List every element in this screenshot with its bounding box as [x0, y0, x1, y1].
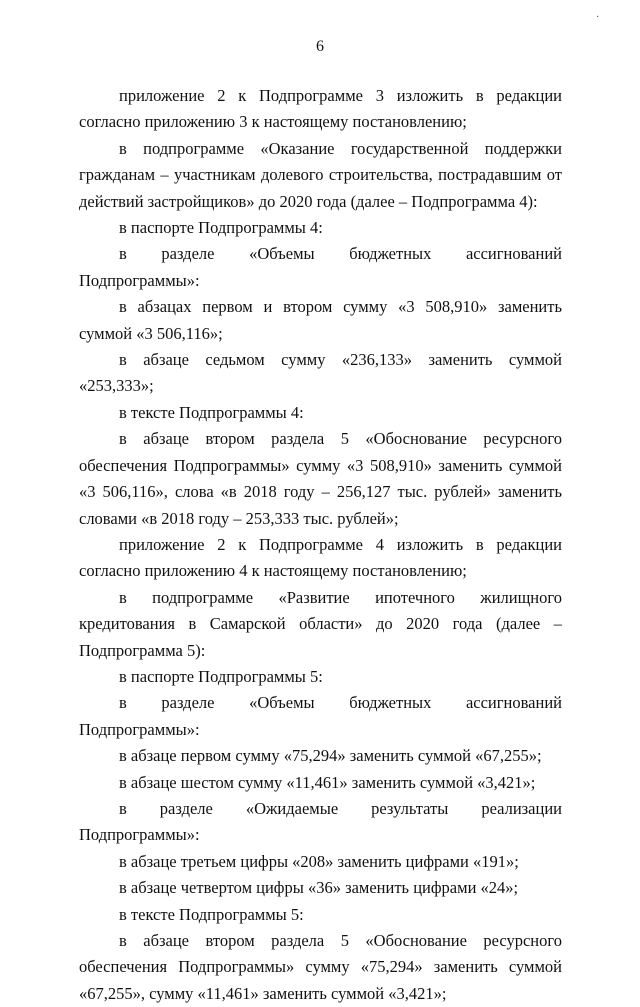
paragraph-5: в абзацах первом и втором сумму «3 508,910» заменить суммой «3 506,116»; — [79, 297, 562, 343]
paragraph-2: в подпрограмме «Оказание государственной поддержки гражданам – участникам долевого строительства, пострадавшим от действий застройщиков» до 2020 года (далее – Подпрограмма 4): — [79, 138, 562, 211]
paragraph-3: в паспорте Подпрограммы 4: — [119, 218, 323, 238]
paragraph-15: в разделе «Ожидаемые результаты реализации Подпрограммы»: — [79, 798, 562, 845]
paragraph-7: в тексте Подпрограммы 4: — [119, 402, 304, 422]
paragraph-6: в абзаце седьмом сумму «236,133» заменить суммой «253,333»; — [79, 350, 562, 396]
paragraph-19: в абзаце втором раздела 5 «Обоснование ресурсного обеспечения Подпрограммы» сумму «75,294» заменить суммой «67,255», сумму «11,461» заменить суммой «3,421»; — [79, 931, 562, 1003]
paragraph-18: в тексте Подпрограммы 5: — [119, 904, 304, 924]
paragraph-9: приложение 2 к Подпрограмме 4 изложить в редакции согласно приложению 4 к настоящему постановлению; — [79, 534, 562, 581]
paragraph-14: в абзаце шестом сумму «11,461» заменить суммой «3,421»; — [119, 772, 536, 792]
paragraph-10: в подпрограмме «Развитие ипотечного жилищного кредитования в Самарской области» до 2020 года (далее – Подпрограмма 5): — [79, 587, 562, 660]
scan-mark: · — [596, 12, 600, 23]
paragraph-4: в разделе «Объемы бюджетных ассигнований Подпрограммы»: — [79, 244, 562, 290]
document-body — [79, 83, 562, 1007]
paragraph-11: в паспорте Подпрограммы 5: — [119, 666, 323, 686]
paragraph-13: в абзаце первом сумму «75,294» заменить суммой «67,255»; — [119, 746, 542, 766]
paragraph-1: приложение 2 к Подпрограмме 3 изложить в редакции согласно приложению 3 к настоящему постановлению; — [79, 86, 562, 132]
paragraph-12: в разделе «Объемы бюджетных ассигнований Подпрограммы»: — [79, 693, 562, 739]
paragraph-17: в абзаце четвертом цифры «36» заменить цифрами «24»; — [119, 878, 519, 898]
paragraph-16: в абзаце третьем цифры «208» заменить цифрами «191»; — [119, 851, 519, 871]
paragraph-8: в абзаце втором раздела 5 «Обоснование ресурсного обеспечения Подпрограммы» сумму «3 508,910» заменить суммой «3 506,116», слова «в 2018 году – 256,127 тыс. рублей» заменить словами «в 2018 году – 253,333 тыс. рублей»; — [79, 429, 562, 528]
page-number: 6 — [316, 38, 324, 55]
